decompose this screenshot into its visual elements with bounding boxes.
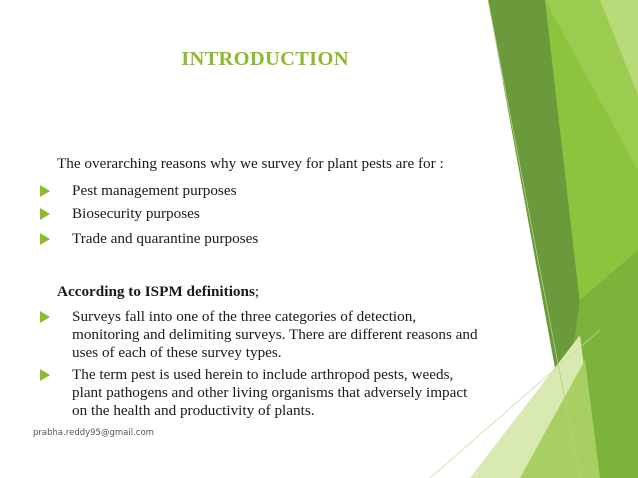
text-line: on the health and productivity of plants. <box>72 402 315 419</box>
reason-trade-quarantine: Trade and quarantine purposes <box>72 230 259 247</box>
slide-title: INTRODUCTION <box>181 48 349 70</box>
reason-pest-management: Pest management purposes <box>72 182 237 199</box>
definitions-heading <box>57 283 259 301</box>
triangle-bullet-icon <box>39 184 51 198</box>
triangle-bullet-icon <box>39 310 51 324</box>
definitions-heading-suffix: ; <box>254 283 260 300</box>
reason-biosecurity: Biosecurity purposes <box>72 205 200 222</box>
triangle-bullet-icon <box>39 368 51 382</box>
intro-text: The overarching reasons why we survey for plant pests are for : <box>57 155 444 172</box>
text-line: plant pathogens and other living organisms that adversely impact <box>72 384 468 401</box>
triangle-bullet-icon <box>39 232 51 246</box>
footer-email: prabha.reddy95@gmail.com <box>33 428 154 438</box>
definitions-heading-text: According to ISPM definitions <box>57 283 255 300</box>
text-line: The term pest is used herein to include arthropod pests, weeds, <box>72 366 454 383</box>
pest-definition-text <box>72 366 467 420</box>
text-line: uses of each of these survey types. <box>72 344 282 361</box>
triangle-bullet-icon <box>39 207 51 221</box>
text-line: monitoring and delimiting surveys. There are different reasons and <box>72 326 478 343</box>
survey-categories-text <box>72 308 478 362</box>
text-line: Surveys fall into one of the three categories of detection, <box>72 308 417 325</box>
